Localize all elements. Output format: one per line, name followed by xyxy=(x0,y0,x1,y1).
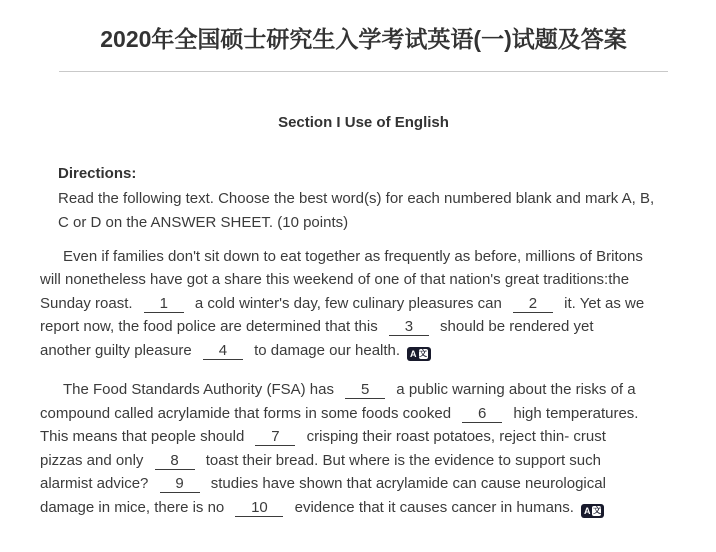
text-line: Sunday roast. 1 a cold winter's day, few culinary pleasures can 2 it. Yet as we xyxy=(40,294,645,312)
cloze-blank-5: 5 xyxy=(345,381,385,399)
text-line: This means that people should 7 crisping their roast potatoes, reject thin- crust xyxy=(40,428,606,445)
cloze-passage xyxy=(0,245,716,520)
directions-text xyxy=(58,187,686,236)
paragraph xyxy=(40,378,702,519)
directions-label: Directions: xyxy=(58,165,137,182)
text-line: pizzas and only 8 toast their bread. But where is the evidence to support such xyxy=(40,451,601,469)
translate-icon-letter: A xyxy=(583,505,591,516)
translate-icon-letter: A xyxy=(410,348,417,359)
text-line: The Food Standards Authority (FSA) has 5 a public warning about the risks of a xyxy=(63,381,636,398)
translate-icon[interactable] xyxy=(581,504,605,518)
text-line: compound called acrylamide that forms in some foods cooked 6 high temperatures. xyxy=(40,404,639,422)
cloze-blank-2: 2 xyxy=(513,295,553,313)
translate-icon[interactable] xyxy=(407,347,431,361)
cloze-blank-6: 6 xyxy=(462,405,502,423)
directions-line: C or D on the ANSWER SHEET. (10 points) xyxy=(58,214,349,231)
cloze-blank-3: 3 xyxy=(389,318,429,336)
cloze-blank-1: 1 xyxy=(144,295,184,313)
horizontal-rule xyxy=(59,71,668,72)
translate-icon-glyph: 文 xyxy=(592,506,601,515)
paragraph xyxy=(40,245,702,363)
text-line: will nonetheless have got a share this weekend of one of that nation's great traditions:the xyxy=(40,271,630,288)
text-line: damage in mice, there is no 10 evidence that it causes cancer in humans. A 文 xyxy=(40,496,702,520)
cloze-blank-4: 4 xyxy=(203,342,243,360)
page-title: 2020年全国硕士研究生入学考试英语(一)试题及答案 xyxy=(100,26,627,52)
section-heading: Section I Use of English xyxy=(278,114,449,131)
cloze-blank-9: 9 xyxy=(160,475,200,493)
translate-icon-glyph: 文 xyxy=(419,349,428,358)
text-line: another guilty pleasure 4 to damage our health. A 文 xyxy=(40,339,702,363)
cloze-blank-7: 7 xyxy=(255,428,295,446)
cloze-blank-8: 8 xyxy=(155,452,195,470)
text-line: alarmist advice? 9 studies have shown that acrylamide can cause neurological xyxy=(40,475,606,492)
directions-line: Read the following text. Choose the best word(s) for each numbered blank and mark A, B, xyxy=(58,189,655,207)
text-line: Even if families don't sit down to eat together as frequently as before, millions of Britons xyxy=(63,247,643,265)
directions-block xyxy=(58,162,686,236)
cloze-blank-10: 10 xyxy=(235,499,283,517)
text-line: report now, the food police are determined that this 3 should be rendered yet xyxy=(40,318,594,335)
